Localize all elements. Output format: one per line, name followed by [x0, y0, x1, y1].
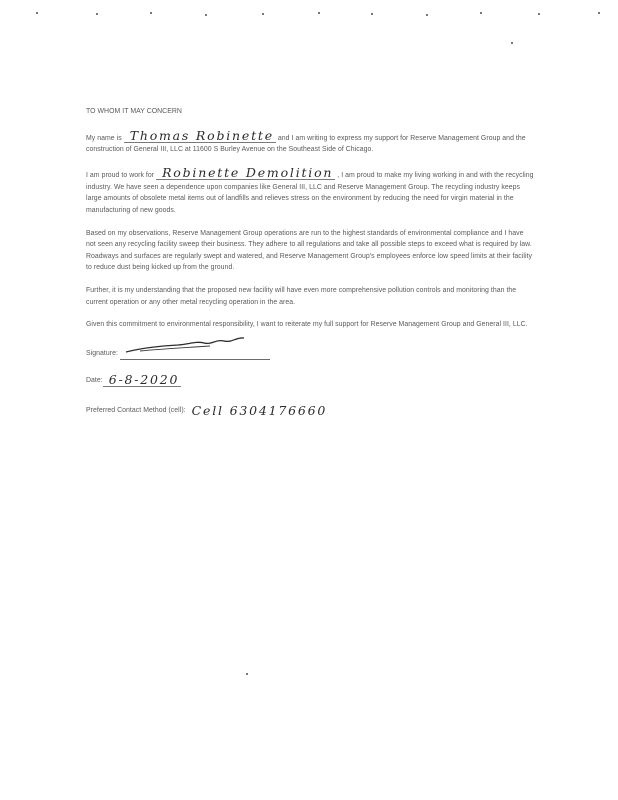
paragraph-employer	[86, 164, 534, 216]
handwritten-signature	[120, 333, 270, 357]
handwritten-date: 6-8-2020	[103, 374, 182, 387]
employer-prefix: I am proud to work for	[86, 171, 155, 179]
contact-row	[86, 405, 534, 417]
handwritten-name: Thomas Robinette	[124, 130, 276, 143]
employer-rest: , I am proud to make my living working in and with the recycling industry. We have seen a dependence upon companies like General III, LLC and Reserve Management Group. The recycling industry keeps large amounts of obsolete metal items out of landfills and relieves stress on the environment by reducing the need for virgin material in the manufacturing of new goods.	[86, 171, 534, 214]
intro-prefix: My name is	[86, 134, 122, 142]
signature-row	[86, 343, 534, 360]
handwritten-company: Robinette Demolition	[156, 167, 335, 180]
support-letter	[86, 106, 534, 417]
signature-label: Signature:	[86, 350, 118, 358]
date-label: Date:	[86, 377, 103, 385]
intro-rest: and I am writing to express my support for Reserve Management Group and the construction of General III, LLC at 11600 S Burley Avenue on the Southeast Side of Chicago.	[86, 134, 526, 154]
letter-heading: TO WHOM IT MAY CONCERN	[86, 108, 182, 115]
contact-label: Preferred Contact Method (cell):	[86, 407, 186, 415]
date-row	[86, 374, 534, 387]
paragraph-closing: Given this commitment to environmental responsibility, I want to reiterate my full support for Reserve Management Group and General III, LLC.	[86, 321, 528, 329]
paragraph-observations: Based on my observations, Reserve Management Group operations are run to the highest standards of environmental compliance and I have not seen any recycling facility sweep their business. They adhere to all regulations and take all possible steps to exceed what is required by law. Roadways and surfaces are regularly swept and watered, and Reserve Management Group's employees enforce low speed limits at their facility to reduce dust being kicked up from the ground.	[86, 229, 532, 272]
scan-noise-dot	[246, 673, 248, 675]
handwritten-contact: Cell 6304176660	[191, 403, 328, 419]
paragraph-intro	[86, 127, 534, 156]
signature-field	[120, 343, 270, 360]
paragraph-understanding: Further, it is my understanding that the proposed new facility will have even more comprehensive pollution controls and monitoring than the current operation or any other metal recycling operation in the area.	[86, 287, 517, 306]
scan-noise-top	[0, 0, 618, 40]
